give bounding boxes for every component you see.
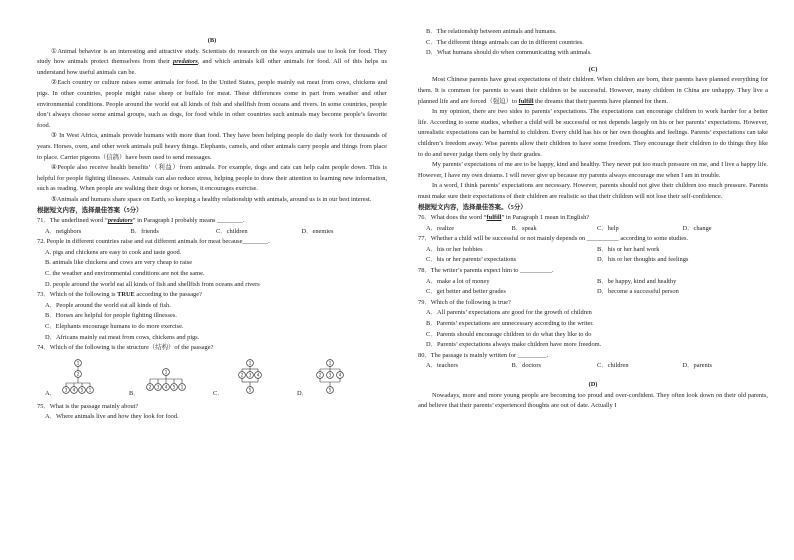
- option-71-d[interactable]: D．enemies: [301, 227, 334, 235]
- option-71-c[interactable]: C．children: [216, 227, 248, 235]
- option-77-c[interactable]: C．his or her parents’ expectations: [426, 256, 517, 264]
- question-76-options: [418, 224, 768, 235]
- svg-text:2: 2: [318, 372, 322, 378]
- question-75: 75．What is the passage mainly about?: [37, 402, 139, 410]
- option-73-c[interactable]: C．Elephants encourage humans to do more exercise.: [45, 323, 184, 331]
- svg-text:4: 4: [256, 372, 259, 378]
- passage-c-paragraph-1: Most Chinese parents have great expectations of their children. When children are born, their parents have planned everything for them. It is common for parents to want their children to be successful. However, many children in China are unhappy. They live a planned life and are forced（强迫）to fulfill the dreams that their parents have planned for them.: [418, 76, 768, 105]
- svg-text:4: 4: [338, 372, 342, 378]
- option-80-b[interactable]: B．doctors: [511, 362, 541, 370]
- question-74-structure-options: [37, 356, 387, 400]
- svg-text:1: 1: [328, 360, 332, 366]
- svg-text:2: 2: [76, 371, 80, 377]
- option-73-a[interactable]: A．People around the world eat all kinds of fish.: [45, 301, 171, 309]
- question-78: 78．The writer’s parents expect him to __________.: [418, 267, 554, 275]
- passage-b-paragraph-3: ③ In West Africa, animals provide humans with more than food. They have been helping people do daily work for thousands of years. Horses, oxen, and other work animals pull heavy things. Elephants, camels, and other animals carry people and things from place to place. Carrier pigeons（信鸽）have been used to send messages.: [37, 132, 387, 161]
- svg-text:3: 3: [248, 372, 251, 378]
- question-71: 71．The underlined word “predators” in Paragraph I probably means ________.: [37, 217, 245, 225]
- underlined-word-fulfill: fulfill: [518, 97, 534, 105]
- structure-diagram-c: [228, 358, 268, 400]
- option-79-b[interactable]: B．Parents’ expectations are unnecessary according to the writer.: [426, 320, 594, 328]
- option-71-a[interactable]: A．neighbors: [45, 227, 82, 235]
- structure-diagram-a: [60, 358, 100, 400]
- passage-c-paragraph-2: In my opinion, there are two sides to parents’ expectations. The expectations can encourage children to work harder for a better life. According to some studies, whether a child will be successful or not depends largely on his or her parents’ expectations. However, unrealistic expectations can be harmful to children. Every child has his or her own thoughts and feelings. Parents’ expectations can take children’s freedom away. Wise parents allow their children to have some freedom. They encourage their children to do things they like to do and never judge them only by their grades.: [418, 108, 768, 158]
- option-72-a[interactable]: A. pigs and chickens are easy to cook and taste good.: [45, 248, 182, 256]
- svg-text:5: 5: [80, 387, 84, 393]
- question-74: 74．Which of the following is the structure（结构）of the passage?: [37, 344, 214, 352]
- option-75-c[interactable]: C．The different things animals can do in different countries.: [426, 38, 584, 46]
- option-77-b[interactable]: B．his or her hard work: [597, 245, 660, 253]
- svg-text:5: 5: [328, 387, 332, 393]
- svg-text:5: 5: [172, 384, 175, 390]
- option-78-d[interactable]: D．become a successful person: [597, 288, 679, 296]
- option-78-b[interactable]: B．be happy, kind and healthy: [597, 277, 677, 285]
- option-72-c[interactable]: C. the weather and environmental conditions are not the same.: [45, 270, 205, 278]
- svg-text:2: 2: [148, 384, 151, 390]
- question-73: 73．Which of the following is TRUE according to the passage?: [37, 291, 202, 299]
- passage-d-heading: (D): [588, 381, 598, 388]
- option-77-d[interactable]: D．his or her thoughts and feelings: [597, 256, 689, 264]
- option-75-a[interactable]: A．Where animals live and how they look for food.: [45, 413, 179, 421]
- option-76-a[interactable]: A．realize: [426, 224, 455, 232]
- instruction-c: 根据短文内容，选择最佳答案。（5分）: [418, 203, 527, 211]
- option-77-a[interactable]: A．his or her hobbies: [426, 245, 483, 253]
- question-80: 80．The passage is mainly written for _________.: [418, 351, 549, 359]
- svg-text:1: 1: [180, 384, 183, 390]
- svg-text:4: 4: [72, 387, 76, 393]
- option-76-b[interactable]: B．speak: [511, 224, 537, 232]
- svg-text:3: 3: [328, 372, 332, 378]
- option-74-c[interactable]: C． 1 2 3 4 5: [213, 358, 297, 400]
- option-80-a[interactable]: A．teachers: [426, 362, 458, 370]
- option-79-c[interactable]: C．Parents should encourage children to do what they like to do: [426, 330, 592, 338]
- svg-text:1: 1: [88, 387, 92, 393]
- option-75-b[interactable]: B．The relationship between animals and humans.: [426, 28, 557, 35]
- option-76-c[interactable]: C．help: [597, 224, 619, 232]
- svg-text:4: 4: [164, 384, 167, 390]
- option-76-d[interactable]: D．change: [682, 224, 712, 232]
- right-column: [418, 27, 768, 412]
- svg-text:3: 3: [64, 387, 68, 393]
- svg-text:5: 5: [248, 387, 251, 393]
- option-71-b[interactable]: B．friends: [130, 227, 159, 235]
- passage-c-paragraph-4: In a word, I think parents’ expectations are necessary. However, parents should not give their children too much pressure. Parents must make sure their expectations of their children are realistic so that their children will not lose their self-confidence.: [418, 182, 768, 200]
- passage-c-paragraph-3: My parents’ expectations of me are to be happy, kind and healthy. They never put too much pressure on me, and I live a happy life. However, I have my own dreams. I will never give up because my parents always encourage me when I am in trouble.: [418, 161, 768, 179]
- option-79-a[interactable]: A．All parents’ expectations are good for the growth of children: [426, 309, 592, 317]
- passage-c-heading: (C): [588, 65, 598, 73]
- passage-b-paragraph-2: ②Each country or culture raises some animals for food. In the United States, people mainly eat meat from cows, chickens and pigs. In other countries, people might raise sheep or buffalo for meat. These differences come in part from weather and other environmental conditions. People around the world eat all kinds of fish and shellfish from oceans and rivers. In some countries, people don’t always choose some animal groups, such as dogs, for food while in other countries such animals may become people’s favorite food.: [37, 79, 387, 129]
- option-74-b[interactable]: B． 1 2 3 4 5 1: [129, 366, 213, 400]
- option-74-a[interactable]: A． 1 2 3 4 5 1: [45, 358, 129, 400]
- svg-text:3: 3: [156, 384, 159, 390]
- structure-diagram-d: [312, 358, 352, 400]
- option-78-c[interactable]: C．get better and better grades: [426, 288, 506, 296]
- option-78-a[interactable]: A．make a lot of money: [426, 277, 490, 285]
- underlined-word-predators: predators: [173, 58, 198, 66]
- passage-d-paragraph-1: Nowadays, more and more young people are becoming too proud and over-confident. They often look down on their old parents, and believe that their parents’ experienced thoughts are out of date. Actually I: [418, 391, 768, 410]
- option-75-d[interactable]: D．What humans should do when communicating with animals.: [426, 49, 592, 57]
- svg-text:1: 1: [248, 360, 251, 366]
- structure-diagram-b: [144, 366, 190, 400]
- option-80-c[interactable]: C．children: [597, 362, 629, 370]
- question-71-options: [37, 227, 387, 238]
- option-74-d[interactable]: D． 1 2 3 4 5: [297, 358, 381, 400]
- passage-b-paragraph-4: ④People also receive health benefits’（利益）from animals. For example, dogs and cats can help calm people down. This is helpful for people fighting illnesses. Animals can also reduce stress, helping people to draw their attention to learning new information, such as reading. When people are walking their dogs or horses, it encourages exercise.: [37, 164, 387, 193]
- svg-text:1: 1: [164, 369, 167, 375]
- passage-b-paragraph-1: ①Animal behavior is an interesting and attractive study. Scientists do research on the ways animals use to look for food. They study how animals protect themselves from their predators, and which animals kill other animals for food. All of this helps us understand how useful animals can be.: [37, 47, 387, 76]
- option-80-d[interactable]: D．parents: [682, 362, 712, 370]
- option-72-b[interactable]: B. animals like chickens and cows are very cheap to raise: [45, 259, 193, 267]
- option-79-d[interactable]: D．Parents’ expectations always make children have more freedom.: [426, 341, 602, 349]
- question-80-options: [418, 361, 768, 372]
- option-73-b[interactable]: B．Horses are helpful for people fighting illnesses.: [45, 312, 177, 320]
- passage-b-heading: (B): [207, 37, 217, 44]
- question-76: 76．What does the word “fulfill” in Paragraph 1 mean in English?: [418, 214, 590, 222]
- svg-text:2: 2: [240, 372, 243, 378]
- option-72-d[interactable]: D. people around the world eat all kinds of fish and shellfish from oceans and rivers: [45, 280, 260, 288]
- svg-text:1: 1: [76, 360, 80, 366]
- question-79: 79．Which of the following is true?: [418, 298, 511, 306]
- option-73-d[interactable]: D．Africans mainly eat meat from cows, chickens and pigs.: [45, 333, 200, 341]
- left-column: [37, 36, 387, 423]
- passage-b-paragraph-5: ⑤Animals and humans share space on Earth, so keeping a healthy relationship with animals, around us is in our best interest.: [51, 195, 372, 203]
- question-72: 72. People in different countries raise and eat different animals for meat because________.: [37, 238, 270, 246]
- instruction-b: 根据短文内容，选择最佳答案（5分）: [37, 206, 143, 214]
- question-77: 77．Whether a child will be successful or not mainly depends on __________ according to some studies.: [418, 235, 689, 243]
